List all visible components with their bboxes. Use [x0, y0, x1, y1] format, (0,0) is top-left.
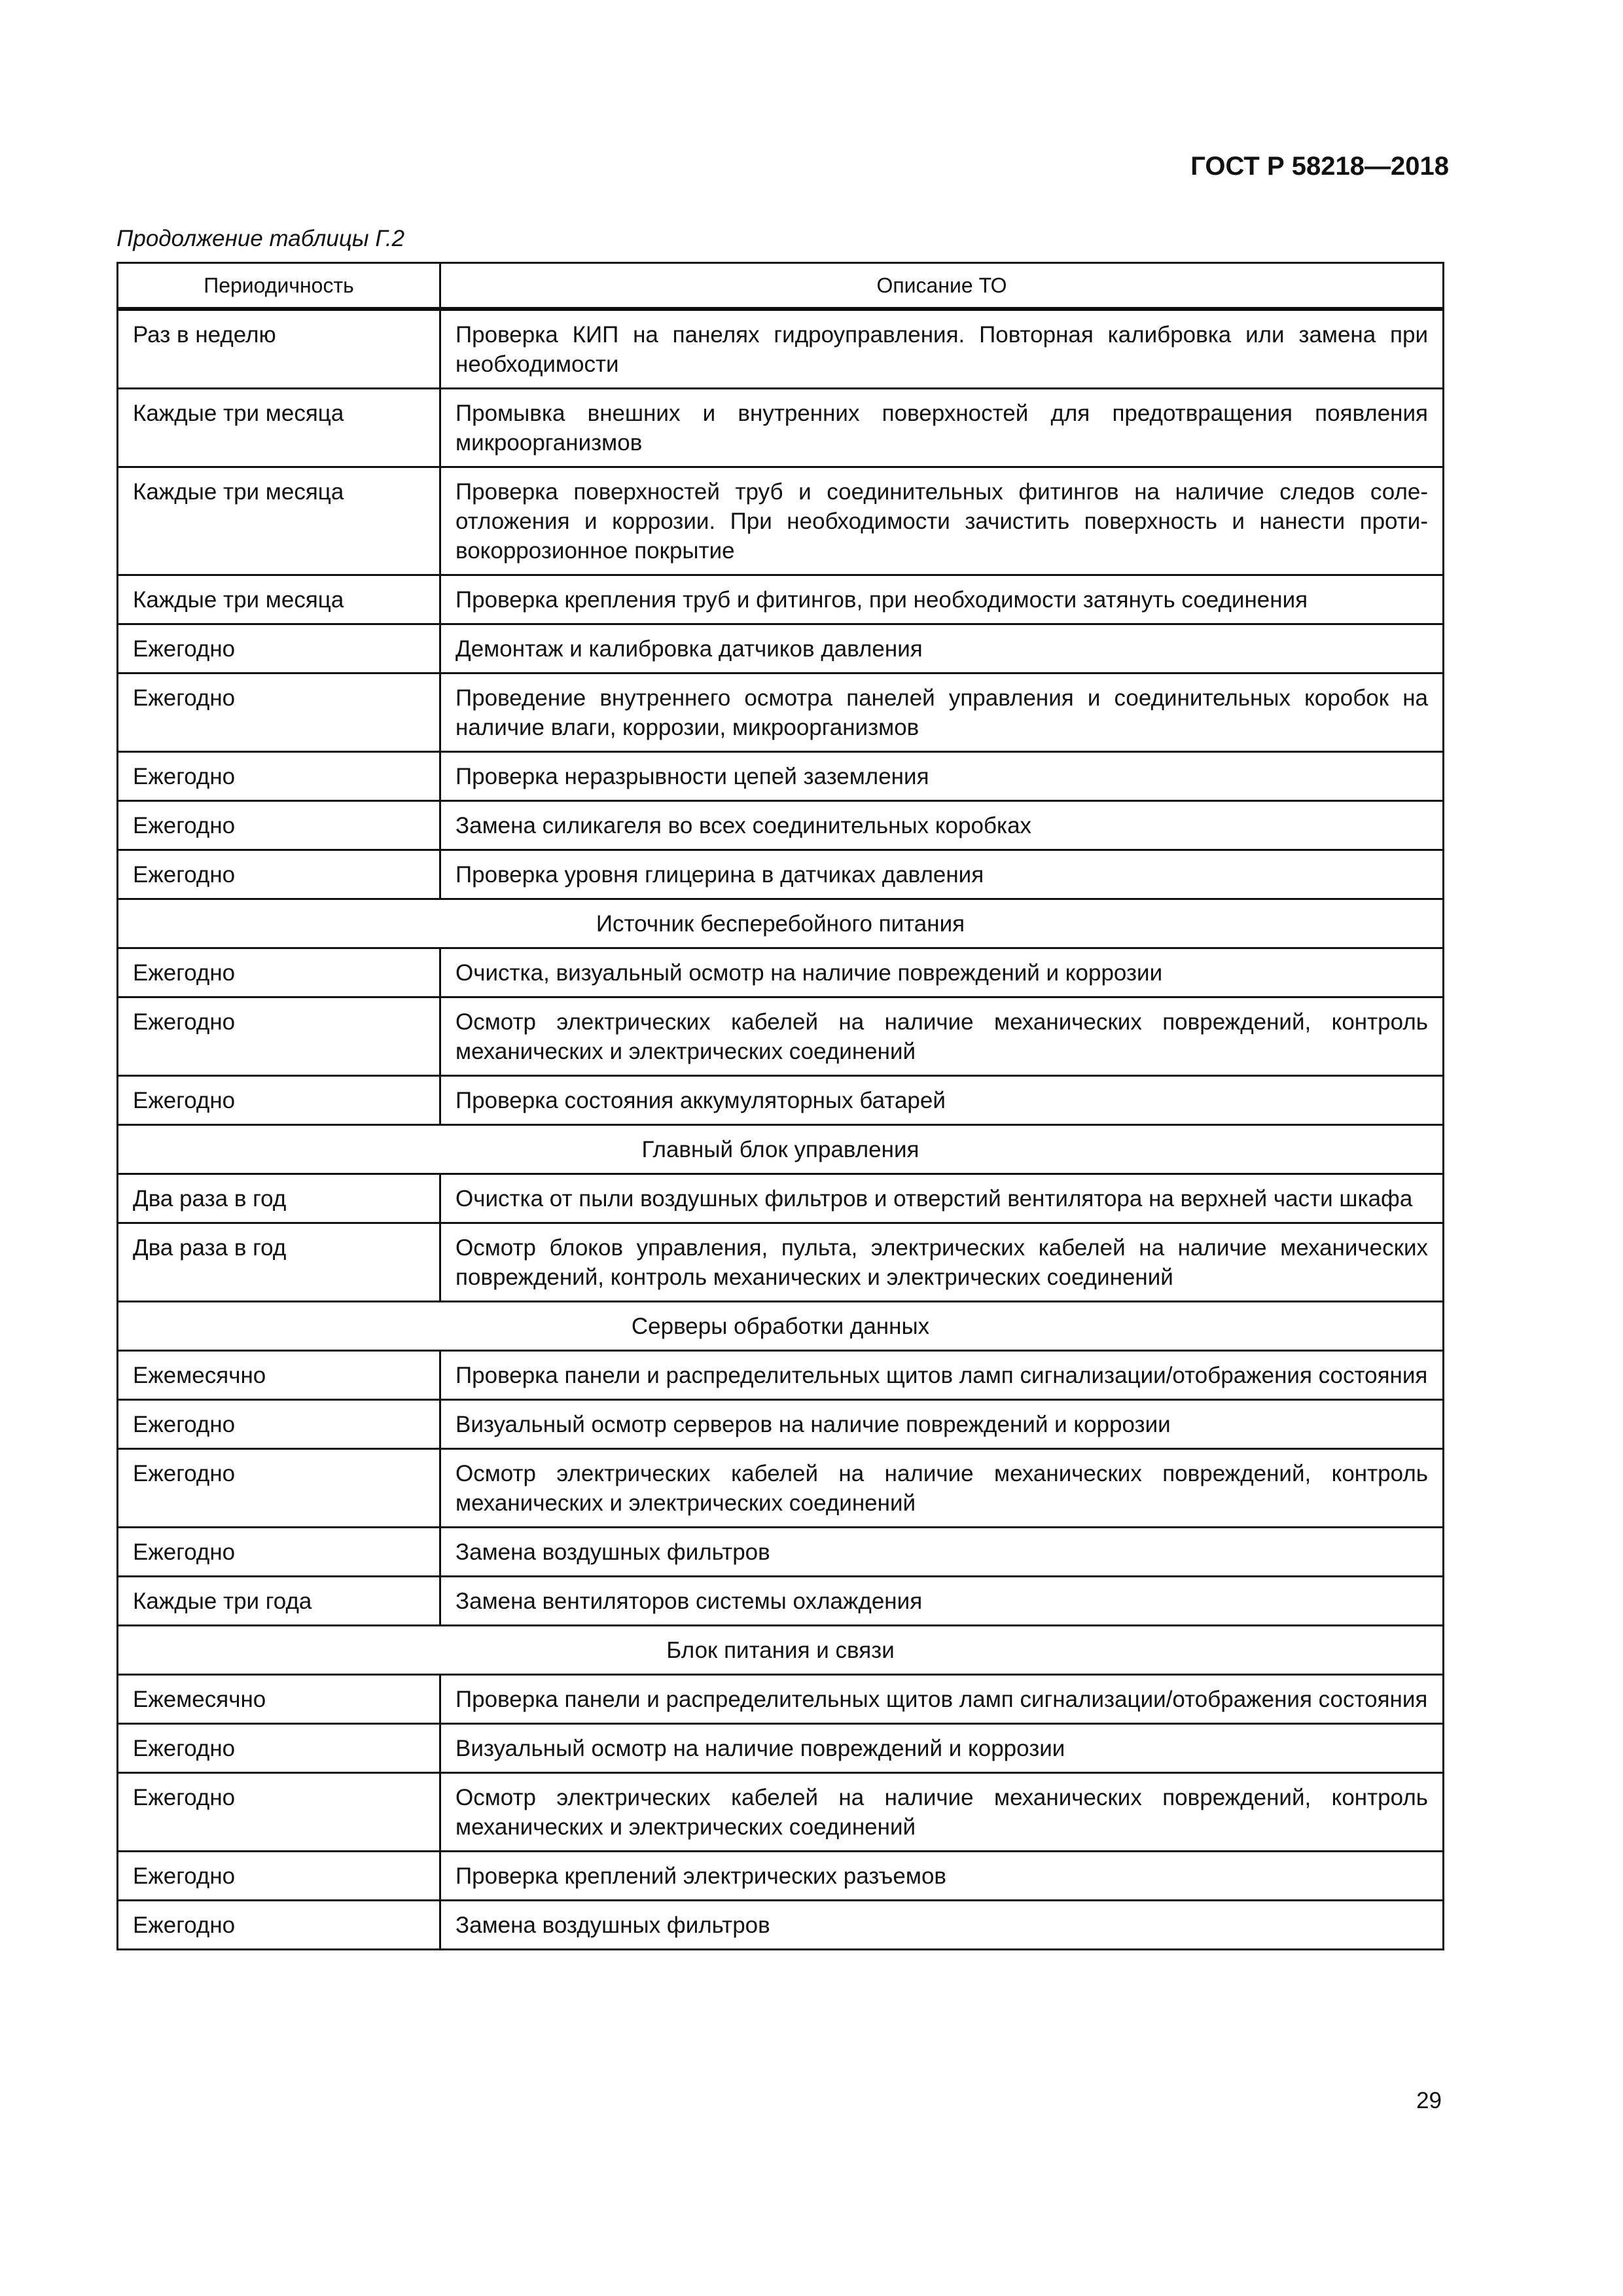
table-row	[118, 1901, 1444, 1950]
description-cell: Осмотр электрических кабелей на наличие механических повреждений, контроль механических и электрических соединений	[440, 1449, 1444, 1528]
period-cell: Ежегодно	[118, 1901, 440, 1950]
table-row	[118, 1174, 1444, 1223]
table-section-row	[118, 899, 1444, 948]
table-section-row	[118, 1626, 1444, 1675]
description-cell: Проверка панели и распределительных щитов ламп сигнализации/отображения состояния	[440, 1675, 1444, 1724]
period-cell: Каждые три месяца	[118, 467, 440, 575]
period-cell: Ежегодно	[118, 1724, 440, 1773]
description-cell: Замена силикагеля во всех соединительных коробках	[440, 801, 1444, 850]
period-cell: Ежемесячно	[118, 1351, 440, 1400]
description-cell: Проверка КИП на панелях гидроуправления. Повторная калибровка или замена при необходимости	[440, 309, 1444, 389]
period-cell: Ежегодно	[118, 1528, 440, 1577]
table-row	[118, 1351, 1444, 1400]
section-title: Блок питания и связи	[118, 1626, 1444, 1675]
table-row	[118, 1449, 1444, 1528]
maintenance-table	[116, 262, 1444, 1950]
period-cell: Раз в неделю	[118, 309, 440, 389]
period-cell: Каждые три года	[118, 1577, 440, 1626]
section-title: Источник бесперебойного питания	[118, 899, 1444, 948]
table-row	[118, 624, 1444, 673]
period-cell: Ежегодно	[118, 752, 440, 801]
table-row	[118, 1528, 1444, 1577]
table-row	[118, 309, 1444, 389]
description-cell: Проверка состояния аккумуляторных батарей	[440, 1076, 1444, 1125]
table-row	[118, 575, 1444, 624]
column-header-description: Описание ТО	[440, 263, 1444, 310]
table-row	[118, 1076, 1444, 1125]
period-cell: Ежемесячно	[118, 1675, 440, 1724]
period-cell: Ежегодно	[118, 1449, 440, 1528]
section-title: Главный блок управления	[118, 1125, 1444, 1174]
description-cell: Промывка внешних и внутренних поверхностей для предотвращения появления микроорганизмов	[440, 389, 1444, 467]
table-row	[118, 1773, 1444, 1852]
description-cell: Осмотр электрических кабелей на наличие механических повреждений, контроль механических и электрических соединений	[440, 997, 1444, 1076]
table-caption: Продолжение таблицы Г.2	[116, 226, 405, 251]
description-cell: Проверка уровня глицерина в датчиках давления	[440, 850, 1444, 899]
period-cell: Каждые три месяца	[118, 575, 440, 624]
table-row	[118, 1577, 1444, 1626]
column-header-period: Периодичность	[118, 263, 440, 310]
period-cell: Каждые три месяца	[118, 389, 440, 467]
description-cell: Визуальный осмотр на наличие повреждений и коррозии	[440, 1724, 1444, 1773]
table-row	[118, 752, 1444, 801]
description-cell: Проверка поверхностей труб и соединительных фитингов на наличие следов солеотложения и коррозии. При необходимости зачистить поверхность и нанести противокоррозионное покрытие	[440, 467, 1444, 575]
page-number: 29	[1416, 2088, 1442, 2113]
period-cell: Ежегодно	[118, 1076, 440, 1125]
table-row	[118, 1400, 1444, 1449]
period-cell: Два раза в год	[118, 1174, 440, 1223]
table-section-row	[118, 1302, 1444, 1351]
description-cell: Осмотр блоков управления, пульта, электрических кабелей на наличие механических повреждений, контроль механических и электрических соединений	[440, 1223, 1444, 1302]
period-cell: Два раза в год	[118, 1223, 440, 1302]
table-row	[118, 997, 1444, 1076]
section-title: Серверы обработки данных	[118, 1302, 1444, 1351]
description-cell: Проверка креплений электрических разъемов	[440, 1852, 1444, 1901]
description-cell: Осмотр электрических кабелей на наличие механических повреждений, контроль механических и электрических соединений	[440, 1773, 1444, 1852]
table-row	[118, 389, 1444, 467]
table-row	[118, 1724, 1444, 1773]
period-cell: Ежегодно	[118, 1773, 440, 1852]
description-cell: Проверка неразрывности цепей заземления	[440, 752, 1444, 801]
table-row	[118, 801, 1444, 850]
description-cell: Замена воздушных фильтров	[440, 1528, 1444, 1577]
description-cell: Замена вентиляторов системы охлаждения	[440, 1577, 1444, 1626]
period-cell: Ежегодно	[118, 1852, 440, 1901]
table-body	[118, 309, 1444, 1950]
description-cell: Проверка крепления труб и фитингов, при необходимости затянуть соединения	[440, 575, 1444, 624]
table-row	[118, 1223, 1444, 1302]
period-cell: Ежегодно	[118, 673, 440, 752]
table-row	[118, 948, 1444, 997]
period-cell: Ежегодно	[118, 1400, 440, 1449]
table-section-row	[118, 1125, 1444, 1174]
table-row	[118, 850, 1444, 899]
description-cell: Проверка панели и распределительных щитов ламп сигнализации/отображения состояния	[440, 1351, 1444, 1400]
period-cell: Ежегодно	[118, 850, 440, 899]
period-cell: Ежегодно	[118, 801, 440, 850]
description-cell: Визуальный осмотр серверов на наличие повреждений и коррозии	[440, 1400, 1444, 1449]
description-cell: Проведение внутреннего осмотра панелей управления и соединительных коробок на наличие влаги, коррозии, микроорганизмов	[440, 673, 1444, 752]
description-cell: Замена воздушных фильтров	[440, 1901, 1444, 1950]
table-header-row	[118, 263, 1444, 310]
period-cell: Ежегодно	[118, 624, 440, 673]
period-cell: Ежегодно	[118, 948, 440, 997]
table-row	[118, 1675, 1444, 1724]
description-cell: Демонтаж и калибровка датчиков давления	[440, 624, 1444, 673]
table-row	[118, 1852, 1444, 1901]
period-cell: Ежегодно	[118, 997, 440, 1076]
description-cell: Очистка, визуальный осмотр на наличие повреждений и коррозии	[440, 948, 1444, 997]
description-cell: Очистка от пыли воздушных фильтров и отверстий вентилятора на верхней части шкафа	[440, 1174, 1444, 1223]
table-row	[118, 673, 1444, 752]
table-row	[118, 467, 1444, 575]
document-code: ГОСТ Р 58218—2018	[1190, 152, 1449, 181]
